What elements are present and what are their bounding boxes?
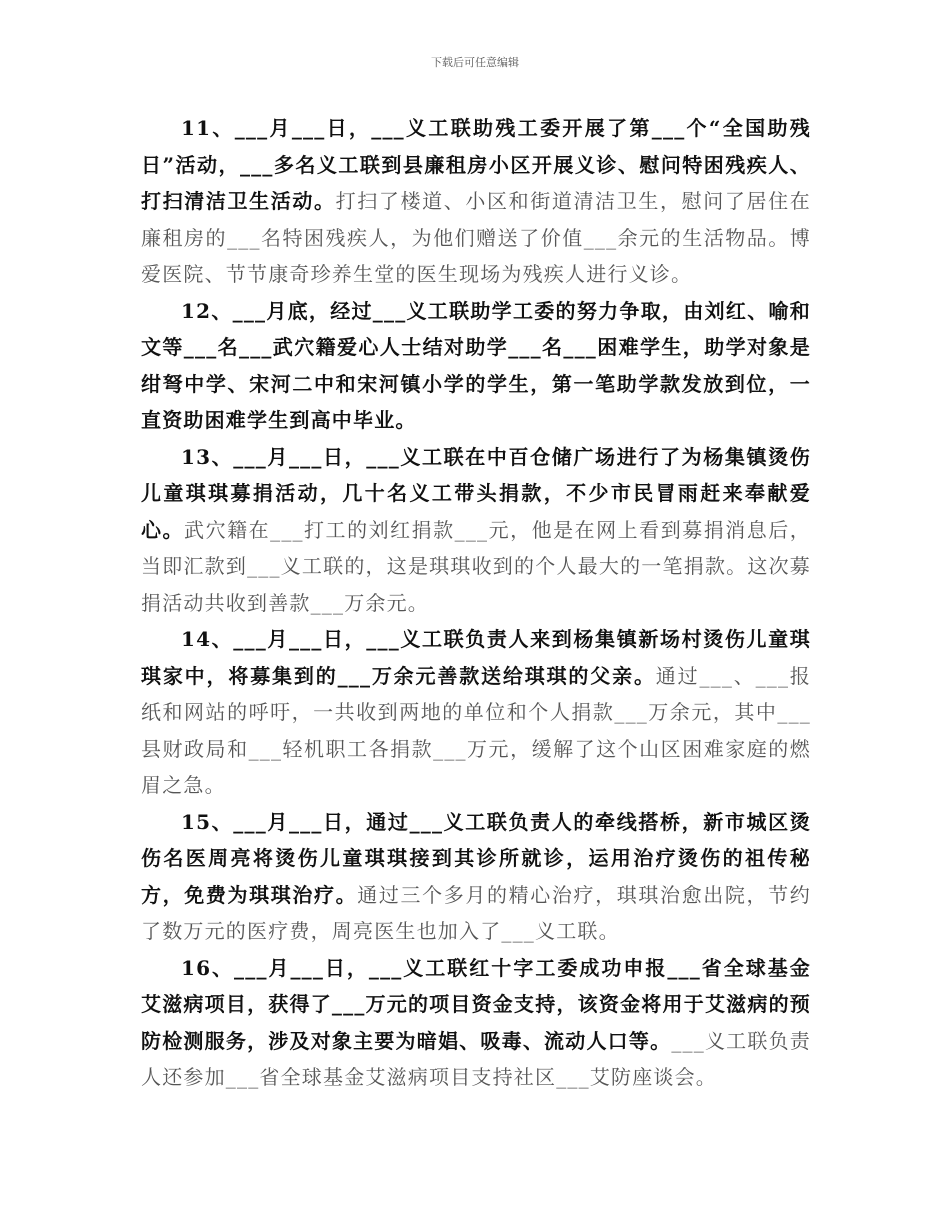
paragraph-normal-text: ___义工联负责人还参加___省全球基金艾滋病项目支持社区___艾防座谈会。: [141, 1028, 811, 1089]
paragraph-bold-text: 13、___月___日，___义工联在中百仓储广场进行了为杨集镇烫伤儿童琪琪募捐活动，几十名义工带头捐款，不少市民冒雨赶来奉献爱心。: [141, 444, 811, 542]
paragraph-item-14: [141, 621, 811, 804]
paragraph-item-12: [141, 293, 811, 439]
paragraph-normal-text: 通过___、___报纸和网站的呼吁，一共收到两地的单位和个人捐款___万余元，其中___县财政局和___轻机职工各捐款___万元，缓解了这个山区困难家庭的燃眉之急。: [141, 663, 812, 797]
paragraph-item-16: [141, 950, 811, 1096]
paragraph-bold-text: 14、___月___日，___义工联负责人来到杨集镇新场村烫伤儿童琪琪家中，将募集到的___万余元善款送给琪琪的父亲。: [141, 627, 811, 688]
paragraph-bold-text: 11、___月___日，___义工联助残工委开展了第___个“全国助残日”活动，___多名义工联到县廉租房小区开展义诊、慰问特困残疾人、打扫清洁卫生活动。: [141, 116, 811, 213]
paragraph-normal-text: 武穴籍在___打工的刘红捐款___元，他是在网上看到募捐消息后，当即汇款到___义工联的，这是琪琪收到的个人最大的一笔捐款。这次募捐活动共收到善款___万余元。: [141, 517, 812, 615]
paragraph-item-13: [141, 439, 811, 622]
paragraph-bold-text: 12、___月底，经过___义工联助学工委的努力争取，由刘红、喻和文等___名___武穴籍爱心人士结对助学___名___困难学生，助学对象是绀弩中学、宋河二中和宋河镇小学的学生，第一笔助学款发放到位，一直资助困难学生到高中毕业。: [141, 298, 811, 432]
paragraph-item-11: [141, 110, 811, 293]
document-body: [141, 110, 811, 1096]
paragraph-bold-text: 16、___月___日，___义工联红十字工委成功申报___省全球基金艾滋病项目，获得了___万元的项目资金支持，该资金将用于艾滋病的预防检测服务，涉及对象主要为暗娼、吸毒、流动人口等。: [141, 955, 811, 1053]
paragraph-normal-text: 打扫了楼道、小区和街道清洁卫生，慰问了居住在廉租房的___名特困残疾人，为他们赠送了价值___余元的生活物品。博爱医院、节节康奇珍养生堂的医生现场为残疾人进行义诊。: [141, 189, 811, 286]
page-header: 下载后可任意编辑: [431, 56, 519, 69]
paragraph-item-15: [141, 804, 811, 950]
paragraph-normal-text: 通过三个多月的精心治疗，琪琪治愈出院，节约了数万元的医疗费，周亮医生也加入了___义工联。: [141, 882, 811, 943]
paragraph-bold-text: 15、___月___日，通过___义工联负责人的牵线搭桥，新市城区烫伤名医周亮将烫伤儿童琪琪接到其诊所就诊，运用治疗烫伤的祖传秘方，免费为琪琪治疗。: [141, 809, 811, 907]
